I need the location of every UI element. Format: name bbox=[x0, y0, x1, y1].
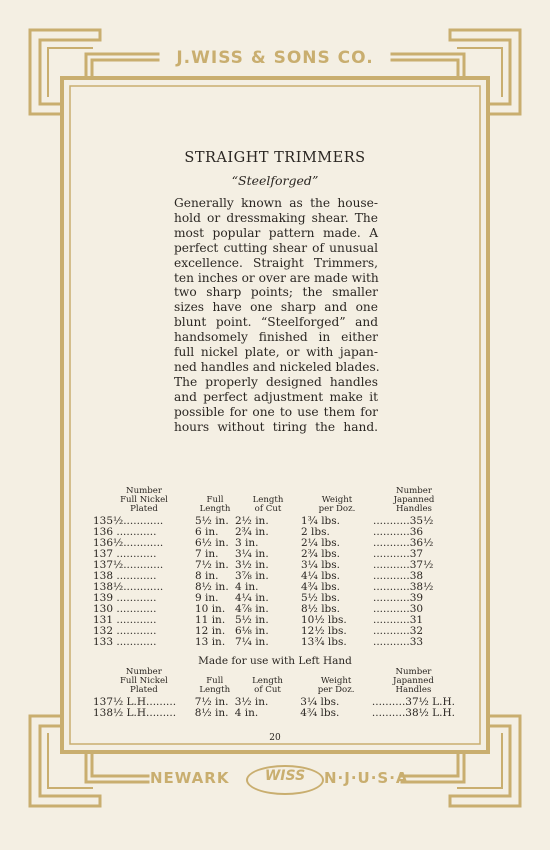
description-line: ned handles and nickeled blades. bbox=[174, 359, 380, 374]
cell-number-japanned: ...........36 bbox=[373, 526, 424, 538]
cell-number-nickel: 130 ............ bbox=[93, 603, 157, 615]
cell-weight: 2¼ lbs. bbox=[301, 537, 341, 549]
col-header-weight: Weight per Doz. bbox=[318, 495, 356, 514]
cell-number-nickel: 138½............ bbox=[93, 581, 164, 593]
description-line: possible for one to use them for bbox=[174, 404, 378, 419]
description-line: sizes have one sharp and one bbox=[174, 300, 378, 315]
cell-length-of-cut: 3¼ in. bbox=[235, 548, 269, 560]
cell-full-length: 11 in. bbox=[195, 614, 226, 626]
cell-length-of-cut: 4¼ in. bbox=[235, 592, 269, 604]
footer-city: NEWARK bbox=[150, 769, 230, 787]
cell-weight: 4¼ lbs. bbox=[301, 570, 341, 582]
description-line: two sharp points; the smaller bbox=[174, 285, 378, 300]
cell-full-length: 7 in. bbox=[195, 548, 219, 560]
cell-full-length: 12 in. bbox=[195, 625, 226, 637]
cell-full-length: 6 in. bbox=[195, 526, 219, 538]
footer-state: N·J·U·S·A bbox=[324, 769, 409, 787]
cell-number-nickel: 139 ............ bbox=[93, 592, 157, 604]
cell-weight: 5½ lbs. bbox=[301, 592, 341, 604]
cell-weight: 10½ lbs. bbox=[301, 614, 347, 626]
cell-number-japanned: ..........38½ L.H. bbox=[371, 707, 455, 719]
cell-number-nickel: 137½ L.H......... bbox=[93, 696, 177, 708]
specs-table bbox=[93, 487, 455, 648]
description-line: hours without tiring the hand. bbox=[174, 419, 378, 434]
cell-number-nickel: 138½ L.H......... bbox=[93, 707, 177, 719]
logo-wordmark: WISS bbox=[264, 768, 306, 784]
cell-weight: 2¾ lbs. bbox=[301, 548, 341, 560]
description bbox=[174, 196, 378, 435]
page-number: 20 bbox=[269, 733, 281, 743]
table-header-row bbox=[93, 668, 455, 697]
cell-weight: 1¾ lbs. bbox=[301, 515, 341, 527]
description-line: excellence. Straight Trimmers, bbox=[174, 255, 378, 270]
cell-full-length: 9 in. bbox=[195, 592, 219, 604]
cell-number-nickel: 136½............ bbox=[93, 537, 164, 549]
cell-weight: 3¼ lbs. bbox=[301, 559, 341, 571]
left-hand-heading: Made for use with Left Hand bbox=[198, 655, 352, 667]
cell-full-length: 8 in. bbox=[195, 570, 219, 582]
description-line: The properly designed handles bbox=[174, 374, 378, 389]
cell-number-nickel: 131 ............ bbox=[93, 614, 157, 626]
col-header-length-of-cut: Length of Cut bbox=[252, 495, 284, 514]
cell-full-length: 8½ in. bbox=[194, 707, 229, 719]
cell-length-of-cut: 4 in. bbox=[235, 581, 259, 593]
cell-length-of-cut: 4 in. bbox=[234, 707, 259, 719]
cell-full-length: 10 in. bbox=[195, 603, 226, 615]
page-title: STRAIGHT TRIMMERS bbox=[184, 150, 366, 166]
cell-length-of-cut: 6⅛ in. bbox=[235, 625, 269, 637]
description-line: handsomely finished in either bbox=[174, 330, 378, 345]
col-header-number-nickel: Number Full Nickel Plated bbox=[119, 667, 168, 695]
description-line: hold or dressmaking shear. The bbox=[174, 210, 378, 225]
col-header-number-nickel: Number Full Nickel Plated bbox=[120, 486, 168, 514]
col-header-full-length: Full Length bbox=[199, 676, 231, 695]
description-line: blunt point. “Steelforged” and bbox=[174, 315, 378, 330]
col-header-length-of-cut: Length of Cut bbox=[252, 676, 283, 695]
cell-number-japanned: ...........31 bbox=[373, 614, 424, 626]
cell-weight: 4¾ lbs. bbox=[300, 707, 340, 719]
cell-number-japanned: ...........38 bbox=[373, 570, 424, 582]
cell-full-length: 13 in. bbox=[195, 636, 226, 648]
cell-full-length: 5½ in. bbox=[195, 515, 229, 527]
wiss-logo bbox=[246, 765, 324, 795]
cell-number-japanned: ...........39 bbox=[373, 592, 424, 604]
cell-length-of-cut: 3½ in. bbox=[235, 559, 269, 571]
cell-number-japanned: ...........30 bbox=[373, 603, 424, 615]
cell-length-of-cut: 3⅞ in. bbox=[235, 570, 269, 582]
table-row bbox=[93, 708, 455, 719]
cell-weight: 2 lbs. bbox=[301, 526, 330, 538]
description-line: ten inches or over are made with bbox=[174, 270, 379, 285]
cell-weight: 3¼ lbs. bbox=[300, 696, 340, 708]
cell-weight: 4¾ lbs. bbox=[301, 581, 341, 593]
cell-length-of-cut: 2½ in. bbox=[235, 515, 269, 527]
cell-number-nickel: 135½............ bbox=[93, 515, 164, 527]
cell-number-japanned: ...........38½ bbox=[373, 581, 434, 593]
cell-full-length: 6½ in. bbox=[195, 537, 229, 549]
cell-number-nickel: 133 ............ bbox=[93, 636, 157, 648]
cell-full-length: 8½ in. bbox=[195, 581, 229, 593]
col-header-number-japanned: Number Japanned Handles bbox=[393, 486, 435, 514]
cell-length-of-cut: 5½ in. bbox=[235, 614, 269, 626]
company-header: J.WISS & SONS CO. bbox=[176, 48, 374, 68]
cell-number-japanned: ...........35½ bbox=[373, 515, 434, 527]
cell-weight: 12½ lbs. bbox=[301, 625, 347, 637]
cell-length-of-cut: 2¾ in. bbox=[235, 526, 269, 538]
cell-number-nickel: 132 ............ bbox=[93, 625, 157, 637]
page-subtitle: “Steelforged” bbox=[231, 173, 319, 188]
col-header-number-japanned: Number Japanned Handles bbox=[393, 667, 434, 695]
description-line: most popular pattern made. A bbox=[174, 225, 378, 240]
left-hand-table bbox=[93, 668, 455, 719]
cell-number-nickel: 136 ............ bbox=[93, 526, 157, 538]
cell-full-length: 7½ in. bbox=[195, 559, 229, 571]
cell-number-nickel: 138 ............ bbox=[93, 570, 157, 582]
cell-number-japanned: ...........36½ bbox=[373, 537, 434, 549]
cell-number-nickel: 137 ............ bbox=[93, 548, 157, 560]
cell-full-length: 7½ in. bbox=[194, 696, 229, 708]
cell-length-of-cut: 4⅞ in. bbox=[235, 603, 269, 615]
description-line: full nickel plate, or with japan- bbox=[174, 345, 378, 360]
description-line: Generally known as the house- bbox=[174, 196, 378, 210]
cell-number-japanned: ...........37 bbox=[373, 548, 424, 560]
cell-length-of-cut: 3 in. bbox=[235, 537, 259, 549]
col-header-full-length: Full Length bbox=[199, 495, 231, 514]
cell-length-of-cut: 3½ in. bbox=[234, 696, 269, 708]
cell-number-japanned: ...........37½ bbox=[373, 559, 434, 571]
table-row bbox=[93, 637, 455, 648]
description-line: and perfect adjustment make it bbox=[174, 389, 378, 404]
cell-length-of-cut: 7¼ in. bbox=[235, 636, 269, 648]
cell-number-nickel: 137½............ bbox=[93, 559, 164, 571]
description-line: perfect cutting shear of unusual bbox=[174, 240, 378, 255]
col-header-weight: Weight per Doz. bbox=[317, 676, 355, 695]
table-header-row bbox=[93, 487, 455, 516]
cell-weight: 13¾ lbs. bbox=[301, 636, 347, 648]
cell-number-japanned: ...........32 bbox=[373, 625, 424, 637]
cell-weight: 8½ lbs. bbox=[301, 603, 341, 615]
cell-number-japanned: ...........33 bbox=[373, 636, 424, 648]
cell-number-japanned: ..........37½ L.H. bbox=[371, 696, 455, 708]
